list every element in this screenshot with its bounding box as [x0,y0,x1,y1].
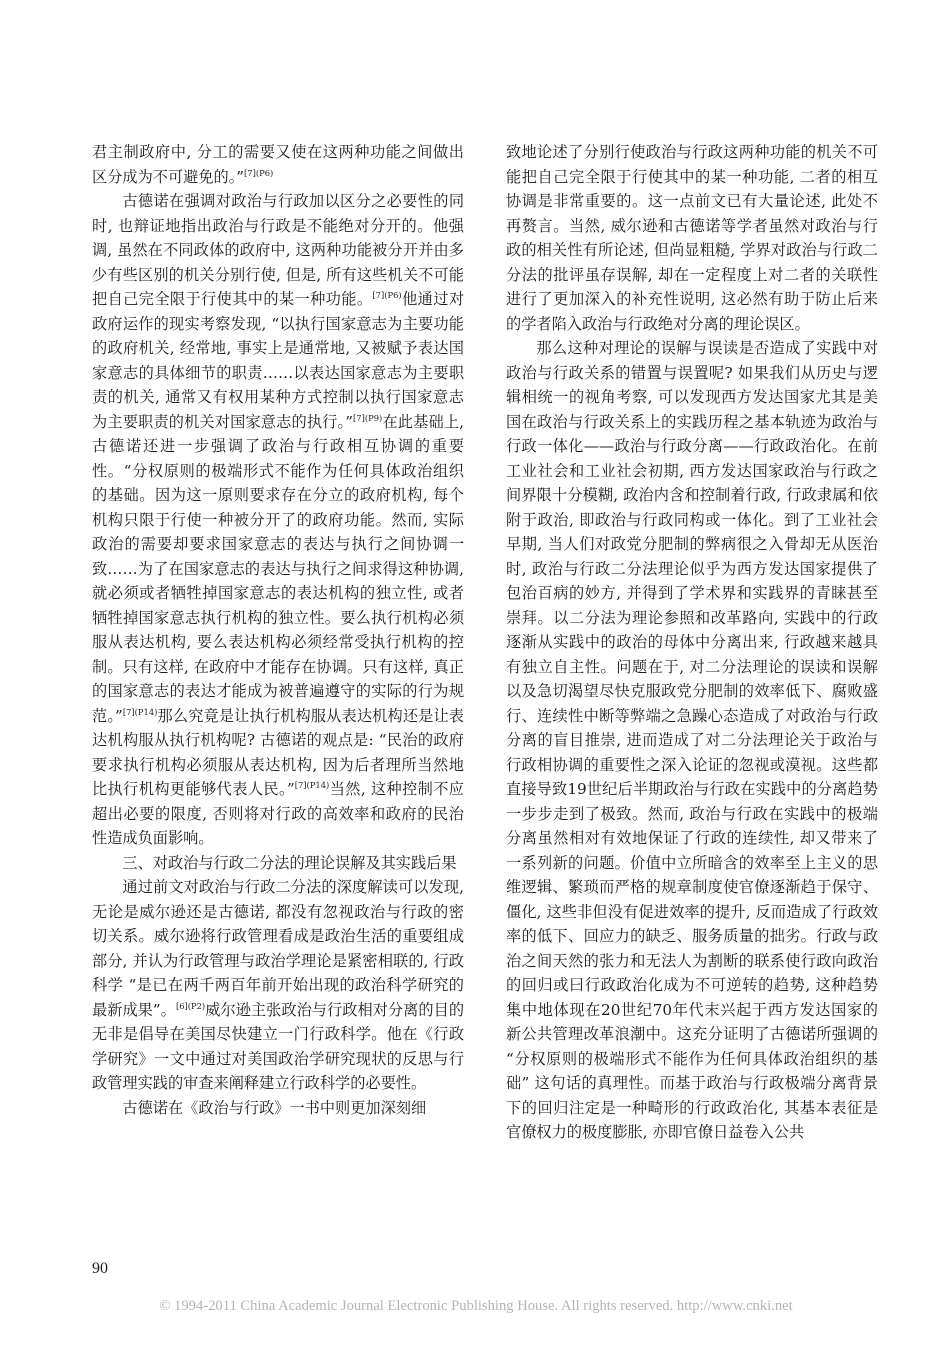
paragraph-text: 那么究竟是让执行机构服从表达机构还是让表达机构服从执行机构呢? 古德诺的观点是: “民治的政府要求执行机构必须服从表达机构, 因为后者理所当然地比执行机构更能够代表人民。” [92,706,464,798]
left-column [92,140,464,1120]
paragraph: 古德诺在《政治与行政》一书中则更加深刻细 [122,1098,427,1117]
citation: [7](P9) [353,412,383,423]
citation: [7](P14) [294,779,330,790]
citation: [7](P6) [372,289,402,300]
right-column [506,140,878,1145]
paragraph [92,189,464,851]
paragraph: 致地论述了分别行使政治与行政这两种功能的机关不可能把自己完全限于行使其中的某一种功能, 二者的相互协调是非常重要的。这一点前文已有大量论述, 此处不再赘言。当然, 威尔逊和古德诺等学者虽然对政治与行政的相关性有所论述, 但尚显粗糙, 学界对政治与行政二分法的批评虽存误解, 却在一定程度上对二者的关联性进行了更加深入的补充性说明, 这必然有助于防止后来的学者陷入政治与行政绝对分离的理论误区。 [506,143,878,333]
paragraph-text: 威尔逊主张政治与行政相对分离的目的无非是倡导在美国尽快建立一门行政科学。他在《行政学研究》一文中通过对美国政治学研究现状的反思与行政管理实践的审查来阐释建立行政科学的必要性。 [92,1000,465,1092]
copyright-footer: © 1994-2011 China Academic Journal Electronic Publishing House. All rights reserved. http://www.cnki.net [159,1298,793,1314]
paragraph-text: 在此基础上, 古德诺还进一步强调了政治与行政相互协调的重要性。“分权原则的极端形式不能作为任何具体政治组织的基础。因为这一原则要求存在分立的政府机构, 每个机构只限于行使一种被分开了的政府功能。然而, 实际政治的需要却要求国家意志的表达与执行之间协调一致……为了在国家意志的表达与执行之间求得这种协调, 就必须或者牺牲掉国家意志的表达机构的独立性, 或者牺牲掉国家意志执行机构的独立性。要么执行机构必须服从表达机构, 要么表达机构必须经常受执行机构的控制。只有这样, 在政府中才能存在协调。只有这样, 真正的国家意志的表达才能成为被普遍遵守的实际的行为规范。” [92,412,465,725]
paragraph-text: 通过前文对政治与行政二分法的深度解读可以发现, 无论是威尔逊还是古德诺, 都没有忽视政治与行政的密切关系。威尔逊将行政管理看成是政治生活的重要组成部分, 并认为行政管理与政治学理论是紧密相联的, 行政科学 “是已在两千两百年前开始出现的政治科学研究的最新成果”。 [92,878,464,1019]
page-number: 90 [92,1260,108,1277]
paragraph [92,875,464,1096]
paragraph-text: 当然, 这种控制不应超出必要的限度, 否则将对行政的高效率和政府的民治性造成负面影响。 [92,780,464,847]
paragraph-text: 他通过对政府运作的现实考察发现, “以执行国家意志为主要功能的政府机关, 经常地, 事实上是通常地, 又被赋予表达国家意志的具体细节的职责……以表达国家意志为主要职责的机关, 通常又有权用某种方式控制以执行国家意志为主要职责的机关对国家意志的执行。” [92,290,465,431]
citation: [7](P14) [122,706,158,717]
paragraph [92,140,464,189]
paragraph: 那么这种对理论的误解与误读是否造成了实践中对政治与行政关系的错置与误置呢? 如果我们从历史与逻辑相统一的视角考察, 可以发现西方发达国家尤其是美国在政治与行政关系上的实践历程之基本轨迹为政治与行政一体化——政治与行政分离——行政政治化。在前工业社会和工业社会初期, 西方发达国家政治与行政之间界限十分模糊, 政治内含和控制着行政, 行政隶属和依附于政治, 即政治与行政同构或一体化。到了工业社会早期, 当人们对政党分肥制的弊病很之入骨却无从医治时, 政治与行政二分法理论似乎为西方发达国家提供了包治百病的妙方, 并得到了学术界和实践界的青睐甚至崇拜。以二分法为理论参照和改革路向, 实践中的行政逐渐从实践中的政治的母体中分离出来, 行政越来越具有独立自主性。问题在于, 对二分法理论的误读和误解以及急切渴望尽快克服政党分肥制的效率低下、腐败盛行、连续性中断等弊端之急躁心态造成了对政治与行政分离的盲目推崇, 进而造成了对二分法理论关于政治与行政相协调的重要性之深入论证的忽视或漠视。这些都直接导致19世纪后半期政治与行政在实践中的分离趋势一步步走到了极致。然而, 政治与行政在实践中的极端分离虽然相对有效地保证了行政的连续性, 却又带来了一系列新的问题。价值中立所暗含的效率至上主义的思维逻辑、繁琐而严格的规章制度使官僚逐渐趋于保守、僵化, 这些非但没有促进效率的提升, 反而造成了行政效率的低下、回应力的缺乏、服务质量的拙劣。行政与政治之间天然的张力和无法人为割断的联系使行政向政治的回归或曰行政政治化成为不可逆转的趋势, 这种趋势集中地体现在20世纪70年代末兴起于西方发达国家的新公共管理改革浪潮中。这充分证明了古德诺所强调的 “分权原则的极端形式不能作为任何具体政治组织的基础” 这句话的真理性。而基于政治与行政极端分离背景下的回归注定是一种畸形的行政政治化, 其基本表征是官僚权力的极度膨胀, 亦即官僚日益卷入公共 [506,339,878,1141]
citation: [6](P2) [175,1000,206,1011]
citation: [7](P6) [244,167,274,178]
paragraph-text: 君主制政府中, 分工的需要又使在这两种功能之间做出区分成为不可避免的。” [92,143,464,186]
section-heading: 三、对政治与行政二分法的理论误解及其实践后果 [122,853,457,872]
paragraph-text: 古德诺在强调对政治与行政加以区分之必要性的同时, 也辩证地指出政治与行政是不能绝对分开的。他强调, 虽然在不同政体的政府中, 这两种功能被分开并由多少有些区别的机关分别行使, 但是, 所有这些机关不可能把自己完全限于行使其中的某一种功能。 [92,192,464,308]
